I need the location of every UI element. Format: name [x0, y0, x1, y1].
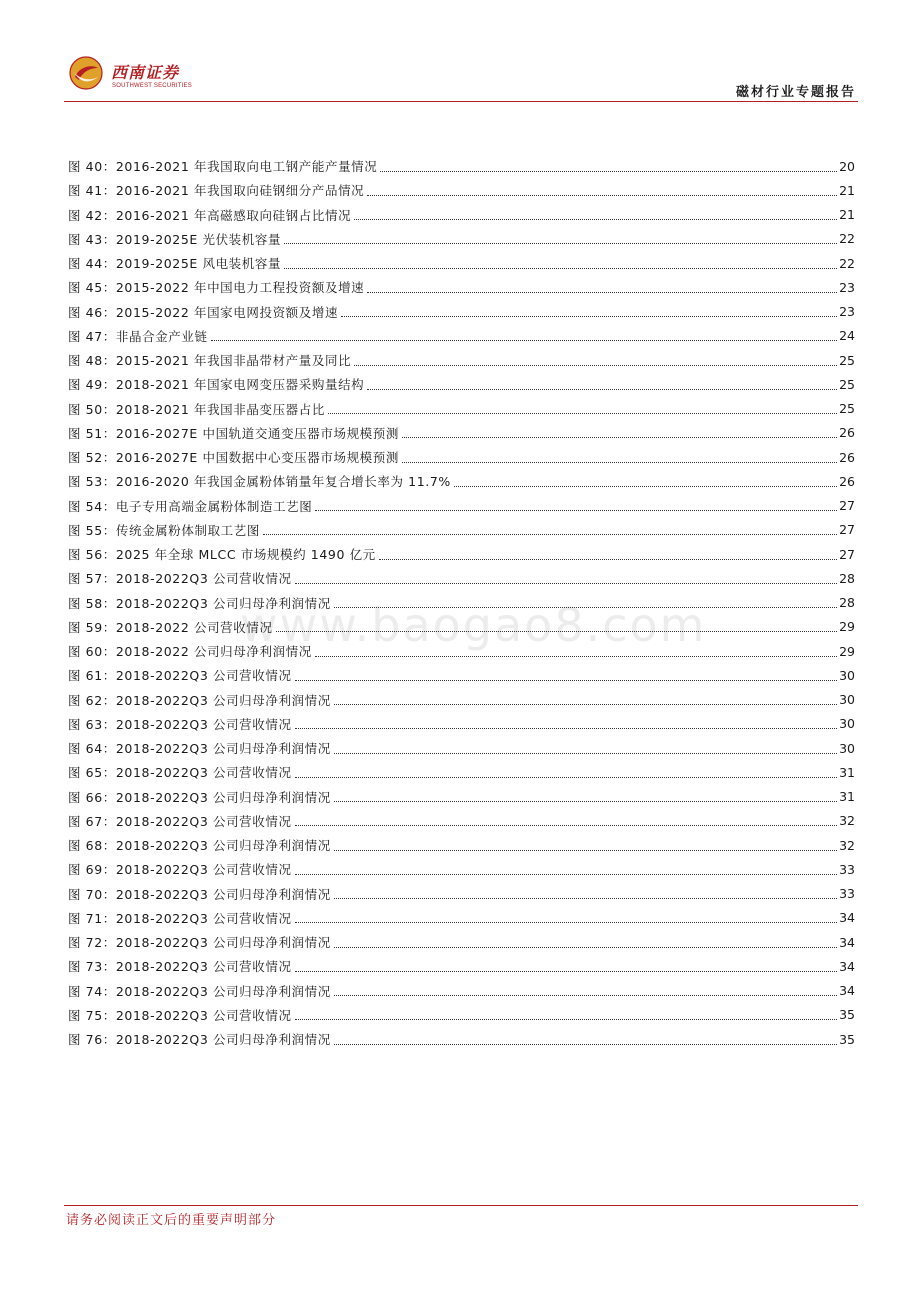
toc-leader-dots	[334, 753, 837, 754]
toc-entry-page: 23	[839, 304, 855, 320]
toc-entry-label: 图 65：2018-2022Q3 公司营收情况	[68, 765, 292, 781]
toc-entry-page: 33	[839, 886, 855, 902]
toc-entry[interactable]	[68, 1003, 855, 1027]
toc-entry-label: 图 71：2018-2022Q3 公司营收情况	[68, 910, 292, 926]
toc-leader-dots	[315, 510, 837, 511]
toc-leader-dots	[284, 268, 837, 269]
toc-leader-dots	[379, 559, 837, 560]
toc-leader-dots	[334, 704, 837, 705]
toc-entry-page: 27	[839, 498, 855, 514]
toc-entry-page: 20	[839, 158, 855, 174]
toc-entry-label: 图 63：2018-2022Q3 公司营收情况	[68, 716, 292, 732]
toc-entry-page: 25	[839, 376, 855, 392]
toc-leader-dots	[276, 631, 837, 632]
toc-entry[interactable]	[68, 348, 855, 372]
toc-entry[interactable]	[68, 154, 855, 178]
toc-entry-page: 22	[839, 231, 855, 247]
toc-leader-dots	[295, 825, 837, 826]
toc-entry-page: 26	[839, 449, 855, 465]
toc-entry[interactable]	[68, 979, 855, 1003]
toc-entry-label: 图 47：非晶合金产业链	[68, 328, 208, 344]
toc-leader-dots	[315, 656, 837, 657]
toc-entry-page: 30	[839, 740, 855, 756]
toc-entry[interactable]	[68, 663, 855, 687]
toc-entry-page: 27	[839, 522, 855, 538]
toc-entry[interactable]	[68, 833, 855, 857]
toc-entry[interactable]	[68, 615, 855, 639]
toc-entry-page: 31	[839, 789, 855, 805]
toc-entry[interactable]	[68, 954, 855, 978]
toc-entry-page: 35	[839, 1007, 855, 1023]
toc-entry-label: 图 53：2016-2020 年我国金属粉体销量年复合增长率为 11.7%	[68, 474, 451, 490]
toc-entry[interactable]	[68, 930, 855, 954]
toc-entry-label: 图 66：2018-2022Q3 公司归母净利润情况	[68, 789, 331, 805]
toc-entry[interactable]	[68, 857, 855, 881]
toc-leader-dots	[263, 534, 837, 535]
toc-leader-dots	[334, 995, 837, 996]
toc-leader-dots	[341, 316, 837, 317]
toc-entry-label: 图 54：电子专用高端金属粉体制造工艺图	[68, 498, 313, 514]
toc-entry-page: 30	[839, 692, 855, 708]
toc-leader-dots	[334, 898, 837, 899]
toc-entry-label: 图 62：2018-2022Q3 公司归母净利润情况	[68, 692, 331, 708]
toc-entry-page: 29	[839, 619, 855, 635]
toc-entry-label: 图 64：2018-2022Q3 公司归母净利润情况	[68, 741, 331, 757]
toc-leader-dots	[334, 947, 837, 948]
toc-entry-label: 图 49：2018-2021 年国家电网变压器采购量结构	[68, 377, 365, 393]
toc-entry[interactable]	[68, 251, 855, 275]
toc-entry-page: 34	[839, 910, 855, 926]
toc-entry-label: 图 76：2018-2022Q3 公司归母净利润情况	[68, 1032, 331, 1048]
logo-name-en: SOUTHWEST SECURITIES	[112, 83, 192, 89]
toc-entry-label: 图 51：2016-2027E 中国轨道交通变压器市场规模预测	[68, 425, 399, 441]
toc-entry[interactable]	[68, 372, 855, 396]
toc-leader-dots	[334, 607, 837, 608]
toc-entry[interactable]	[68, 712, 855, 736]
toc-entry[interactable]	[68, 324, 855, 348]
toc-entry[interactable]	[68, 639, 855, 663]
toc-entry[interactable]	[68, 906, 855, 930]
toc-entry-label: 图 42：2016-2021 年高磁感取向硅钢占比情况	[68, 207, 352, 223]
toc-entry-label: 图 41：2016-2021 年我国取向硅钢细分产品情况	[68, 183, 365, 199]
toc-leader-dots	[295, 874, 837, 875]
toc-entry-label: 图 58：2018-2022Q3 公司归母净利润情况	[68, 595, 331, 611]
toc-entry-label: 图 70：2018-2022Q3 公司归母净利润情况	[68, 886, 331, 902]
toc-entry[interactable]	[68, 688, 855, 712]
toc-entry[interactable]	[68, 227, 855, 251]
toc-leader-dots	[334, 1044, 837, 1045]
toc-entry[interactable]	[68, 494, 855, 518]
toc-entry[interactable]	[68, 445, 855, 469]
toc-entry-page: 32	[839, 837, 855, 853]
toc-entry[interactable]	[68, 178, 855, 202]
toc-entry-label: 图 43：2019-2025E 光伏装机容量	[68, 231, 282, 247]
toc-entry[interactable]	[68, 882, 855, 906]
toc-entry-label: 图 60：2018-2022 公司归母净利润情况	[68, 644, 312, 660]
toc-entry-page: 29	[839, 643, 855, 659]
logo-name-cn: 西南证券	[111, 63, 180, 82]
toc-leader-dots	[295, 583, 837, 584]
toc-entry-page: 27	[839, 546, 855, 562]
footer-divider	[64, 1205, 858, 1206]
toc-entry-label: 图 45：2015-2022 年中国电力工程投资额及增速	[68, 280, 365, 296]
toc-leader-dots	[454, 486, 837, 487]
toc-entry[interactable]	[68, 785, 855, 809]
toc-leader-dots	[367, 195, 837, 196]
toc-entry-page: 21	[839, 182, 855, 198]
toc-entry[interactable]	[68, 275, 855, 299]
toc-entry-page: 35	[839, 1031, 855, 1047]
header-divider	[64, 101, 858, 102]
toc-entry[interactable]	[68, 542, 855, 566]
toc-entry-label: 图 48：2015-2021 年我国非晶带材产量及同比	[68, 353, 352, 369]
toc-entry-page: 34	[839, 934, 855, 950]
toc-entry-page: 34	[839, 983, 855, 999]
toc-leader-dots	[211, 340, 837, 341]
toc-entry-label: 图 55：传统金属粉体制取工艺图	[68, 522, 260, 538]
toc-entry-page: 32	[839, 813, 855, 829]
toc-entry[interactable]	[68, 469, 855, 493]
toc-entry-page: 30	[839, 667, 855, 683]
toc-entry-page: 25	[839, 352, 855, 368]
toc-entry[interactable]	[68, 203, 855, 227]
toc-leader-dots	[295, 1019, 837, 1020]
toc-entry[interactable]	[68, 518, 855, 542]
toc-leader-dots	[328, 413, 837, 414]
toc-entry-label: 图 61：2018-2022Q3 公司营收情况	[68, 668, 292, 684]
toc-entry-label: 图 67：2018-2022Q3 公司营收情况	[68, 813, 292, 829]
toc-leader-dots	[380, 171, 837, 172]
toc-entry-page: 21	[839, 207, 855, 223]
toc-leader-dots	[295, 971, 837, 972]
toc-entry-page: 34	[839, 958, 855, 974]
toc-entry-page: 26	[839, 425, 855, 441]
toc-entry[interactable]	[68, 760, 855, 784]
toc-entry-page: 33	[839, 861, 855, 877]
toc-entry-page: 28	[839, 595, 855, 611]
toc-leader-dots	[334, 801, 837, 802]
toc-entry[interactable]	[68, 736, 855, 760]
toc-entry-label: 图 40：2016-2021 年我国取向电工钢产能产量情况	[68, 159, 378, 175]
toc-leader-dots	[354, 219, 837, 220]
toc-leader-dots	[295, 728, 837, 729]
toc-entry[interactable]	[68, 397, 855, 421]
disclaimer-note: 请务必阅读正文后的重要声明部分	[66, 1213, 277, 1228]
toc-entry-label: 图 59：2018-2022 公司营收情况	[68, 619, 273, 635]
toc-entry-page: 30	[839, 716, 855, 732]
toc-entry-page: 31	[839, 764, 855, 780]
toc-entry-label: 图 72：2018-2022Q3 公司归母净利润情况	[68, 935, 331, 951]
toc-entry[interactable]	[68, 1027, 855, 1051]
toc-leader-dots	[295, 922, 837, 923]
toc-entry[interactable]	[68, 809, 855, 833]
toc-leader-dots	[334, 850, 837, 851]
toc-entry-label: 图 46：2015-2022 年国家电网投资额及增速	[68, 304, 339, 320]
toc-entry[interactable]	[68, 591, 855, 615]
toc-leader-dots	[402, 462, 837, 463]
figure-index-list	[68, 154, 855, 1051]
report-title: 磁材行业专题报告	[735, 85, 856, 100]
toc-entry-label: 图 56：2025 年全球 MLCC 市场规模约 1490 亿元	[68, 547, 376, 563]
toc-entry-label: 图 57：2018-2022Q3 公司营收情况	[68, 571, 292, 587]
page-header	[64, 52, 858, 102]
toc-entry-page: 24	[839, 328, 855, 344]
toc-entry-label: 图 50：2018-2021 年我国非晶变压器占比	[68, 401, 325, 417]
toc-entry-page: 25	[839, 401, 855, 417]
company-logo	[69, 54, 209, 94]
toc-leader-dots	[402, 437, 837, 438]
toc-entry-page: 28	[839, 570, 855, 586]
toc-entry-label: 图 69：2018-2022Q3 公司营收情况	[68, 862, 292, 878]
toc-entry-page: 23	[839, 279, 855, 295]
watermark: www.baogao8.com	[240, 598, 707, 652]
toc-leader-dots	[284, 243, 837, 244]
toc-leader-dots	[295, 777, 837, 778]
southwest-securities-logo-icon	[69, 56, 103, 90]
toc-entry-page: 26	[839, 473, 855, 489]
toc-entry-label: 图 52：2016-2027E 中国数据中心变压器市场规模预测	[68, 450, 399, 466]
toc-leader-dots	[295, 680, 837, 681]
toc-entry-label: 图 44：2019-2025E 风电装机容量	[68, 256, 282, 272]
toc-leader-dots	[354, 365, 837, 366]
toc-entry-label: 图 75：2018-2022Q3 公司营收情况	[68, 1007, 292, 1023]
toc-entry[interactable]	[68, 300, 855, 324]
toc-entry-label: 图 68：2018-2022Q3 公司归母净利润情况	[68, 838, 331, 854]
toc-leader-dots	[367, 389, 837, 390]
toc-entry-label: 图 73：2018-2022Q3 公司营收情况	[68, 959, 292, 975]
toc-entry[interactable]	[68, 421, 855, 445]
toc-entry-page: 22	[839, 255, 855, 271]
toc-leader-dots	[367, 292, 837, 293]
toc-entry[interactable]	[68, 566, 855, 590]
toc-entry-label: 图 74：2018-2022Q3 公司归母净利润情况	[68, 983, 331, 999]
